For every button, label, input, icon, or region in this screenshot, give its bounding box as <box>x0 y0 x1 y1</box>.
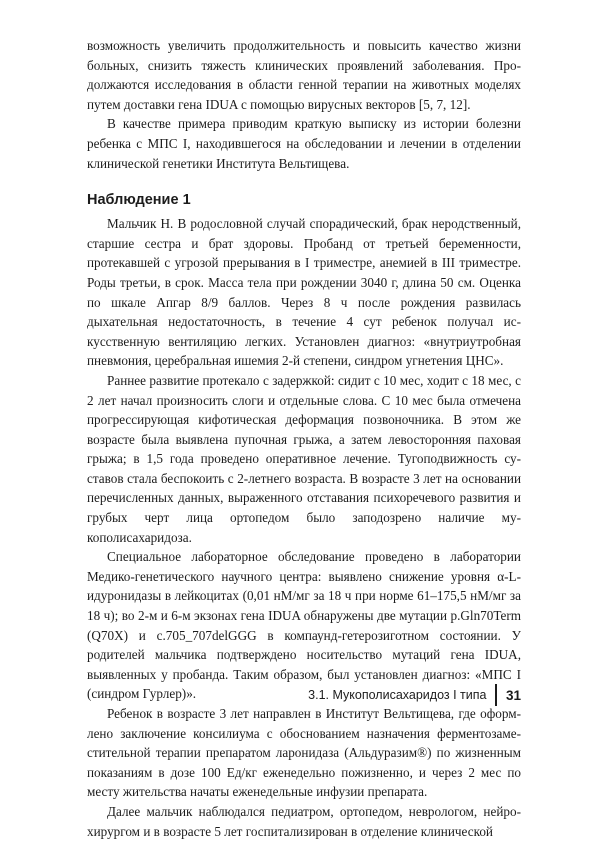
paragraph-case-5: Далее мальчик наблюдался педиатром, ортопедом, неврологом, нейрохирургом и в возрасте 5 лет госпитализирован в отделение клинической <box>87 803 521 839</box>
paragraph-case-4: Ребенок в возрасте 3 лет направлен в Институт Вельтищева, где оформлено заключение консилиума с обоснованием назначения ферментозаместительной терапии препаратом ларонидаза (Альдуразим®) по жизненным показаниям в дозе 100 Ед/кг еженедельно пожизненно, и через 2 мес по месту жительства начаты еженедельные инфузии препарата. <box>87 706 521 800</box>
paragraph-intro-2: В качестве примера приводим краткую выписку из истории болезни ребенка с МПС I, находившегося на обследовании и лечении в отделении клинической генетики Института Вельтищева. <box>87 116 521 171</box>
page-number: 31 <box>505 687 521 703</box>
paragraph-case-3: Специальное лабораторное обследование проведено в лаборатории Медико-генетического научного центра: выявлено снижение уровня α-L-идуронидазы в лейкоцитах (0,01 нМ/мг за 18 ч при норме 61–175,5 нМ/мг за 18 ч); во 2-м и 6-м экзонах гена IDUA обнаружены две мутации p.Gln70Term (Q70X) и c.705_707delGGG в компаунд-гетерозиготном состоянии. У родителей мальчика подтверждено носительство мутаций гена IDUA, выявленных у пробанда. Таким образом, был установлен диагноз: «МПС I (синдром Гурлер)». <box>87 549 521 702</box>
page-body <box>87 36 521 841</box>
paragraph-intro-1: возможность увеличить продолжительность и повысить качество жизни больных, снизить тяжесть клинических проявлений заболевания. Продолжаются исследования в области генной терапии на животных моделях путем доставки гена IDUA с помощью вирусных векторов [5, 7, 12]. <box>87 38 521 112</box>
section-heading: Наблюдение 1 <box>87 192 191 209</box>
page-footer <box>308 684 521 706</box>
paragraph-case-2: Раннее развитие протекало с задержкой: сидит с 10 мес, ходит с 18 мес, с 2 лет начал произносить слоги и отдельные слова. С 10 мес была отмечена прогрессирующая кифотическая деформация позвоночника. В этом же возрасте была выявлена пупочная грыжа, а затем левосторонняя паховая грыжа; в 1,5 года проведено оперативное лечение. Тугоподвижность суставов стала беспокоить с 2-летнего возраста. В возрасте 3 лет на основании перечисленных данных, выраженного отставания психоречевого развития и грубых черт лица ортопедом было заподозрено наличие мукополисахаридоза. <box>87 372 521 545</box>
running-title: 3.1. Мукополисахаридоз I типа <box>308 688 487 702</box>
paragraph-case-1: Мальчик Н. В родословной случай спорадический, брак неродственный, старшие сестра и брат здоровы. Пробанд от третьей беременности, протекавшей с угрозой прерывания в I триместре, анемией в III триместре. Роды третьи, в срок. Масса тела при рождении 3040 г, длина 50 см. Оценка по шкале Апгар 8/9 баллов. Через 8 ч после рождения развилась дыхательная недостаточность, в течение 4 сут ребенок получал искусственную вентиляцию легких. Установлен диагноз: «внутриутробная пневмония, церебральная ишемия 2-й степени, синдром угнетения ЦНС». <box>87 216 521 369</box>
